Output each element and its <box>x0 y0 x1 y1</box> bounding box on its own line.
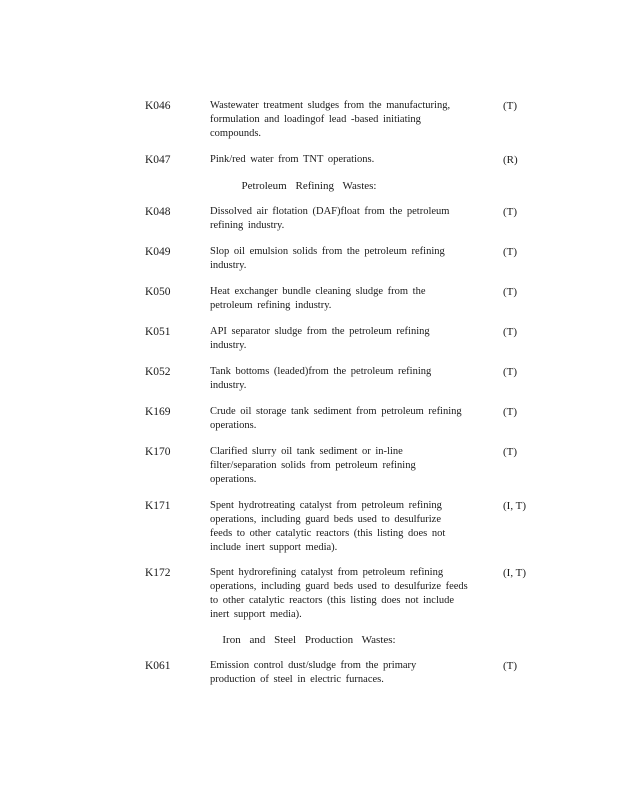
waste-description: Wastewater treatment sludges from the manufacturing, formulation and loadingof lead -based initiating compounds. <box>210 100 451 139</box>
waste-description: Dissolved air flotation (DAF)float from the petroleum refining industry. <box>210 206 450 231</box>
hazard-code: (T) <box>503 406 518 418</box>
waste-code: K171 <box>145 500 171 512</box>
hazard-code: (I, T) <box>503 567 527 579</box>
waste-code: K172 <box>145 567 171 579</box>
waste-code: K047 <box>145 154 171 166</box>
hazard-code: (T) <box>503 366 518 378</box>
waste-code: K048 <box>145 206 171 218</box>
waste-code: K049 <box>145 246 171 258</box>
hazard-code: (T) <box>503 100 518 112</box>
waste-description: Spent hydrotreating catalyst from petroleum refining operations, including guard beds used to desulfurize feeds to other catalytic reactors (this listing does not include inert support media). <box>210 500 446 553</box>
hazard-code: (T) <box>503 246 518 258</box>
waste-code: K046 <box>145 100 171 112</box>
waste-code: K061 <box>145 660 171 672</box>
hazard-code: (T) <box>503 206 518 218</box>
waste-code: K051 <box>145 326 171 338</box>
waste-code: K050 <box>145 286 171 298</box>
waste-description: Tank bottoms (leaded)from the petroleum refining industry. <box>210 366 432 391</box>
waste-description: Clarified slurry oil tank sediment or in-line filter/separation solids from petroleum refining operations. <box>210 446 416 485</box>
hazard-code: (T) <box>503 286 518 298</box>
waste-code: K052 <box>145 366 171 378</box>
waste-description: Pink/red water from TNT operations. <box>210 154 375 165</box>
section-heading-iron-steel: Iron and Steel Production Wastes: <box>222 634 396 646</box>
hazard-code: (T) <box>503 326 518 338</box>
waste-description: Slop oil emulsion solids from the petroleum refining industry. <box>210 246 445 271</box>
section-heading-petroleum: Petroleum Refining Wastes: <box>241 180 377 192</box>
waste-description: Spent hydrorefining catalyst from petroleum refining operations, including guard beds used to desulfurize feeds to other catalytic reactors (this listing does not include inert support media). <box>210 567 468 620</box>
hazard-code: (T) <box>503 660 518 672</box>
waste-description: Crude oil storage tank sediment from petroleum refining operations. <box>210 406 462 431</box>
waste-code: K169 <box>145 406 171 418</box>
hazard-code: (R) <box>503 154 518 166</box>
hazard-code: (I, T) <box>503 500 527 512</box>
waste-code: K170 <box>145 446 171 458</box>
waste-description: API separator sludge from the petroleum refining industry. <box>210 326 430 351</box>
waste-description: Heat exchanger bundle cleaning sludge from the petroleum refining industry. <box>210 286 426 311</box>
hazard-code: (T) <box>503 446 518 458</box>
waste-description: Emission control dust/sludge from the primary production of steel in electric furnaces. <box>210 660 417 685</box>
